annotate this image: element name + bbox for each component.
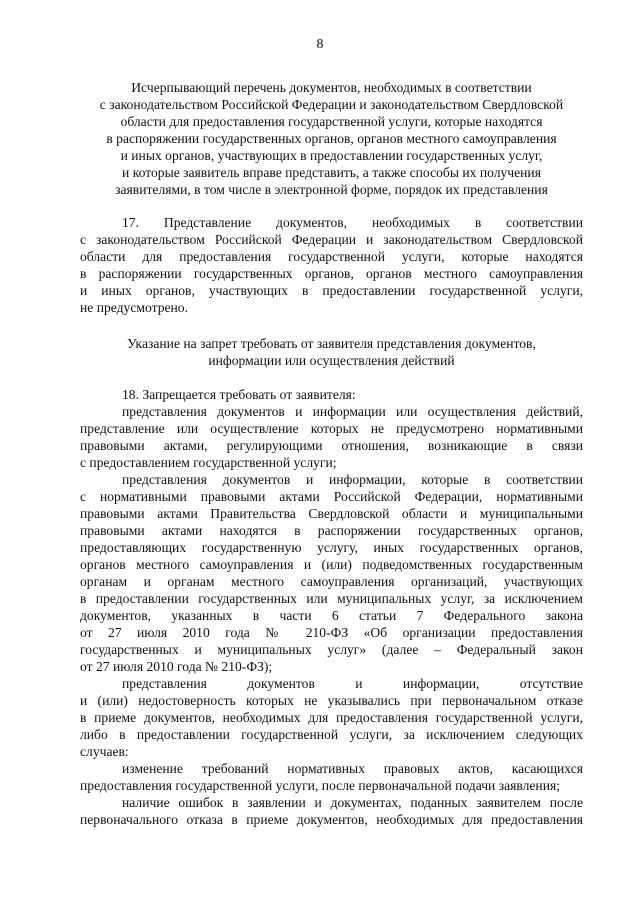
paragraph-line: и (или) недостоверность которых не указывались при первоначальном отказе <box>80 693 583 708</box>
paragraph-line: 18. Запрещается требовать от заявителя: <box>122 387 356 402</box>
paragraph-line: предоставления государственной услуги, после первоначальной подачи заявления; <box>80 778 561 793</box>
paragraph-line: изменение требований нормативных правовых актов, касающихся <box>122 761 583 776</box>
paragraph-line: документов, указанных в части 6 статьи 7 Федерального закона <box>80 608 583 623</box>
paragraph-line: органам и органам местного самоуправления организаций, участвующих <box>80 574 583 589</box>
paragraph-line: представления документов и информации, отсутствие <box>122 676 583 691</box>
page-number: 8 <box>316 37 324 52</box>
paragraph-line: правовыми актами Правительства Свердловской области и муниципальными <box>80 506 583 521</box>
paragraph-line: либо в предоставлении государственной услуги, за исключением следующих <box>80 727 583 742</box>
paragraph-line: правовыми актами находятся в распоряжении государственных органов, <box>80 523 583 538</box>
paragraph-line: не предусмотрено. <box>80 300 189 315</box>
paragraph-17 <box>80 214 583 316</box>
paragraph-line: представления документов и информации, которые в соответствии <box>122 472 583 487</box>
paragraph-line: предоставляющих государственную услугу, иных государственных органов, <box>80 540 583 555</box>
paragraph-line: 17. Представление документов, необходимых в соответствии <box>122 215 583 230</box>
heading-line: с законодательством Российской Федерации и законодательством Свердловской <box>99 97 564 112</box>
item-18-paragraph-a <box>80 403 583 471</box>
paragraph-line: и иных органов, участвующих в предоставлении государственной услуги, <box>80 283 583 298</box>
heading-line: в распоряжении государственных органов, органов местного самоуправления <box>106 131 557 146</box>
heading-line: информации или осуществления действий <box>208 353 455 368</box>
section-heading-documents-list <box>80 79 583 198</box>
paragraph-line: с предоставлением государственной услуги; <box>80 455 337 470</box>
heading-line: заявителями, в том числе в электронной форме, порядок их представления <box>115 182 548 197</box>
paragraph-line: с законодательством Российской Федерации и законодательством Свердловской <box>80 232 583 247</box>
heading-line: и которые заявитель вправе представить, а также способы их получения <box>122 165 541 180</box>
item-18-paragraph-c <box>80 675 583 760</box>
paragraph-line: государственных и муниципальных услуг» (далее – Федеральный закон <box>80 642 583 657</box>
heading-line: области для предоставления государственной услуги, которые находятся <box>120 114 543 129</box>
item-18-paragraph-b <box>80 471 583 675</box>
heading-line: и иных органов, участвующих в предоставлении государственных услуг, <box>120 148 543 163</box>
item-18-paragraph-d <box>80 760 583 794</box>
paragraph-line: правовыми актами, регулирующими отношения, возникающие в связи <box>80 438 583 453</box>
item-18 <box>80 386 583 828</box>
heading-line: Исчерпывающий перечень документов, необходимых в соответствии <box>131 80 532 95</box>
paragraph-line: представления документов и информации или осуществления действий, <box>122 404 583 419</box>
paragraph-line: с нормативными правовыми актами Российской Федерации, нормативными <box>80 489 583 504</box>
section-heading-prohibition <box>80 335 583 369</box>
paragraph-line: от 27 июля 2010 года № 210-ФЗ «Об организации предоставления <box>80 625 583 640</box>
paragraph-line: органов местного самоуправления и (или) подведомственных государственным <box>80 557 583 572</box>
item-18-paragraph-e <box>80 794 583 828</box>
paragraph-line: представление или осуществление которых не предусмотрено нормативными <box>80 421 583 436</box>
paragraph-line: области для предоставления государственной услуги, которые находятся <box>80 249 583 264</box>
paragraph-line: в распоряжении государственных органов, органов местного самоуправления <box>80 266 583 281</box>
paragraph-line: случаев: <box>80 744 129 759</box>
paragraph-line: в приеме документов, необходимых для предоставления государственной услуги, <box>80 710 583 725</box>
heading-line: Указание на запрет требовать от заявителя представления документов, <box>127 336 536 351</box>
paragraph-line: от 27 июля 2010 года № 210-ФЗ); <box>80 659 273 674</box>
paragraph-line: наличие ошибок в заявлении и документах, поданных заявителем после <box>122 795 583 810</box>
paragraph-line: в предоставлении государственных или муниципальных услуг, за исключением <box>80 591 583 606</box>
paragraph-line: первоначального отказа в приеме документов, необходимых для предоставления <box>80 812 583 827</box>
